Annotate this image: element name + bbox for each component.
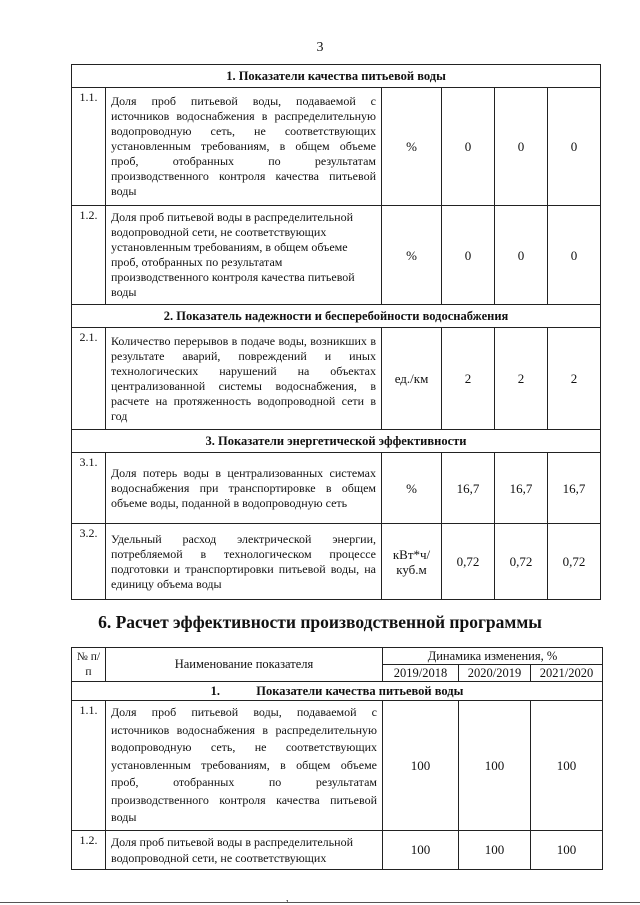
table-row: 2.1. Количество перерывов в подаче воды, возникших в результате аварий, повреждений и иных технологических нарушений на объектах централизованной системы водоснабжения, в расчете на протяженность водопроводной сети в год ед./км 2 2 2: [72, 328, 601, 430]
table-header-row: [72, 648, 603, 665]
page-number: 3: [316, 40, 324, 55]
table-row: 1.2. Доля проб питьевой воды в распределительной водопроводной сети, не соответствующих 100 100 100: [72, 830, 603, 869]
section-header: 1. Показатели качества питьевой воды: [72, 65, 601, 88]
section-header: [72, 682, 603, 701]
section-title: Показатели качества питьевой воды: [256, 683, 464, 698]
efficiency-table: [71, 647, 603, 870]
section-heading: 6. Расчет эффективности производственной программы: [98, 612, 542, 632]
scan-mark: ,: [286, 893, 289, 904]
column-header-number: № п/п: [72, 648, 106, 682]
page-bottom-edge: [0, 902, 640, 903]
table-row: 1.1. Доля проб питьевой воды, подаваемой с источников водоснабжения в распределительную водопроводную сеть, не соответствующих установленным требованиям, в общем объеме проб, отобранных по результатам производственного контроля качества питьевой воды 100 100 100: [72, 701, 603, 831]
table-row: 1.1. Доля проб питьевой воды, подаваемой с источников водоснабжения в распределительную водопроводную сеть, не соответствующих установленным требованиям, в общем объеме проб, отобранных по результатам производственного контроля качества питьевой воды % 0 0 0: [72, 88, 601, 206]
table-row: 3.1. Доля потерь воды в централизованных системах водоснабжения при транспортировке в общем объеме воды, поданной в водопроводную сеть % 16,7 16,7 16,7: [72, 453, 601, 524]
column-header-name: Наименование показателя: [106, 648, 383, 682]
indicators-table: [71, 64, 601, 600]
column-header-year: 2021/2020: [531, 665, 603, 682]
column-header-year: 2020/2019: [459, 665, 531, 682]
section-header: 2. Показатель надежности и бесперебойности водоснабжения: [72, 305, 601, 328]
column-header-dynamics: Динамика изменения, %: [383, 648, 603, 665]
column-header-year: 2019/2018: [383, 665, 459, 682]
table-row: 1.2. Доля проб питьевой воды в распределительной водопроводной сети, не соответствующих установленным требованиям, в общем объеме проб, отобранных по результатам производственного контроля качества питьевой воды % 0 0 0: [72, 206, 601, 305]
section-number: 1.: [210, 683, 220, 698]
section-header: 3. Показатели энергетической эффективности: [72, 430, 601, 453]
table-row: 3.2. Удельный расход электрической энергии, потребляемой в технологическом процессе подготовки и транспортировки питьевой воды, на единицу объема воды кВт*ч/ куб.м 0,72 0,72 0,72: [72, 524, 601, 600]
